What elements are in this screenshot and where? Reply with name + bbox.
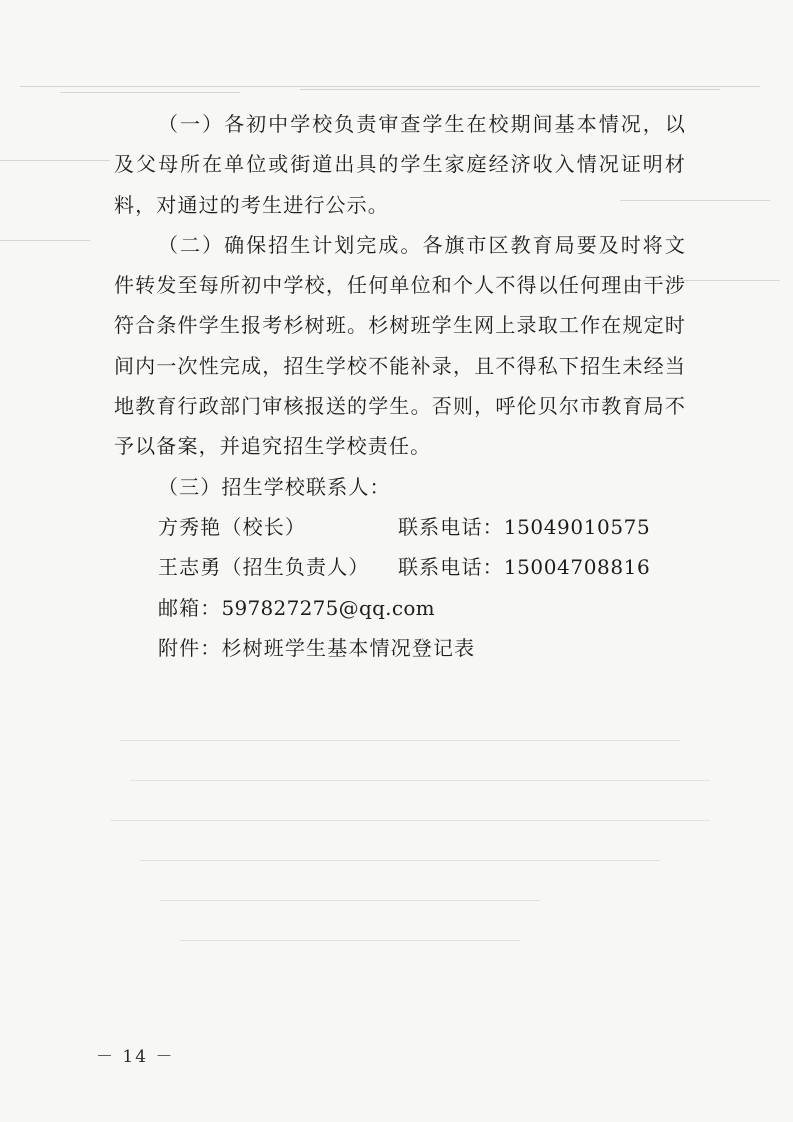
attachment-line: 附件：杉树班学生基本情况登记表 xyxy=(158,635,476,660)
email-line xyxy=(114,588,686,628)
paragraph-enrollment-plan: （二）确保招生计划完成。各旗市区教育局要及时将文件转发至每所初中学校，任何单位和个人不得以任何理由干涉符合条件学生报考杉树班。杉树班学生网上录取工作在规定时间内一次性完成，招生学校不能补录，且不得私下招生未经当地教育行政部门审核报送的学生。否则，呼伦贝尔市教育局不予以备案，并追究招生学校责任。 xyxy=(114,232,686,459)
contact-phone-label: 联系电话： xyxy=(398,514,504,539)
paragraph-review: （一）各初中学校负责审查学生在校期间基本情况，以及父母所在单位或街道出具的学生家庭经济收入情况证明材料，对通过的考生进行公示。 xyxy=(114,112,686,217)
email-value: 597827275@qq.com xyxy=(221,595,435,620)
scan-bleed-through xyxy=(0,720,793,1020)
contact-phone: 15049010575 xyxy=(503,514,651,539)
email-label: 邮箱： xyxy=(158,595,222,620)
contact-row xyxy=(114,507,686,547)
contact-name: 王志勇（招生负责人） xyxy=(158,555,370,580)
paragraph-contacts-heading: （三）招生学校联系人： xyxy=(158,474,391,499)
contact-row xyxy=(114,547,686,587)
contact-phone: 15004708816 xyxy=(503,555,651,580)
contact-phone-label: 联系电话： xyxy=(398,555,504,580)
document-body xyxy=(114,104,686,668)
page-number: － 14 － xyxy=(96,1047,175,1067)
contact-name: 方秀艳（校长） xyxy=(158,514,307,539)
